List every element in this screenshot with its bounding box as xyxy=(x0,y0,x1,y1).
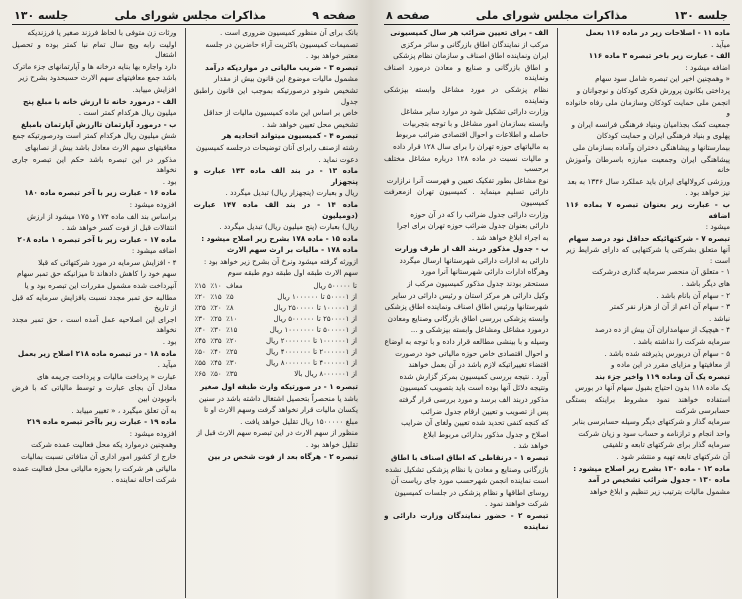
text-line: افزوده میشود : xyxy=(129,199,177,209)
table-cell: ٪۳۰ xyxy=(226,359,238,368)
text-line: افزوده میشود : xyxy=(129,428,177,438)
table-cell: از ۲۰۰۰۰۰۰۱ تا ۴۰۰۰۰۰۰۰ ریال xyxy=(265,348,357,357)
text-line: میآید . xyxy=(157,360,177,370)
text-line: براساس بند الف ماده ۱۷۴ و ۱۷۵ میشود از ارزش xyxy=(26,211,177,221)
table-cell: ٪۵۰ xyxy=(210,370,222,379)
table-cell: ٪۸ xyxy=(226,304,234,313)
table-cell: از ۲۵۰۰۰۰۱ تا ۵۰۰۰۰۰۰ ریال xyxy=(273,315,357,324)
table-cell: ٪۲۰ xyxy=(226,337,238,346)
text-line: سرمایه گذار برای شرکتهای تابعه و تلفیقی xyxy=(602,440,730,450)
column-left xyxy=(384,28,549,598)
table-cell: ٪۴۰ xyxy=(194,326,206,335)
text-line: ب - درمورد آپارتمان تاارزش آپارتمان بامبلغ xyxy=(20,119,177,129)
text-line: وهمچنین درموارد یکه محل فعالیت عمده شرکت xyxy=(31,440,177,450)
text-line: اضافه میشود : xyxy=(685,62,730,72)
column-left xyxy=(12,28,177,598)
text-line: سرمایه شرکت را نداشته باشد . xyxy=(633,337,730,347)
text-line: مذکور در این تبصره باشد حکم این تبصره جاری نخواهد xyxy=(12,154,177,175)
column-divider xyxy=(557,28,558,598)
text-line: ونتیجه دلائل آنها بوده است باید بتصویب کمیسیون xyxy=(399,383,549,393)
table-row xyxy=(194,336,359,347)
text-line: ب - جدول مذکور دربند الف از طرف وزارت xyxy=(394,244,549,254)
text-line: ماده ۱۱ - اصلاحات زیر در ماده ۱۱۶ بعمل xyxy=(585,28,730,37)
text-line: پس از تصویب و تعیین ارقام جدول ضرائب xyxy=(420,406,549,416)
text-line: بود . xyxy=(162,176,177,186)
text-line: مبلغ ۱۵۰۰۰۰۰ ریال تقلیل خواهد یافت . xyxy=(240,416,358,426)
text-line: به آن تعلق میگیرد ، « تغییر مییابد . xyxy=(71,405,177,415)
table-cell: ٪۲۰ xyxy=(194,293,206,302)
text-line: الف - درمورد خانه تا ارزش خانه با مبلغ پنج xyxy=(22,96,177,106)
table-row xyxy=(194,347,359,358)
text-line: عبارت « پرداخت مالیات و پرداخت جریمه های xyxy=(36,371,177,381)
text-line: وزارت دارائی تشکیل شود در موارد سایر مشاغل xyxy=(400,107,549,117)
text-line: مطالبه حق تمبر مجدد نسبت بافزایش سرمایه که قبل از تاریخ xyxy=(12,292,177,313)
text-line: واحد انجام و ترازنامه و حساب سود و زیان شرکت xyxy=(578,428,730,438)
table-cell: ٪۲۵ xyxy=(194,304,206,313)
table-cell: ٪۱۵ xyxy=(194,282,206,291)
page-header xyxy=(384,6,730,25)
text-line: تبصره ۱ - درنقاطی که اطاق اصناف با اطاق xyxy=(390,452,549,462)
table-cell: ٪۴۰ xyxy=(210,348,222,357)
text-line: ایران ونماینده اطاق اصناف و سازمان نظام پزشکی xyxy=(393,51,549,61)
text-line: ماده ۱۳۰ - جدول ضرائب تشخیص در آمد xyxy=(588,475,730,485)
table-cell: ٪۳۵ xyxy=(210,337,222,346)
text-line: مالیاتی هر شرکت را بحوزه مالیاتی محل فعالیت عمده xyxy=(12,463,177,473)
text-line: مذکور دربند الف برسد و مورد بررسی قرار گرفته xyxy=(398,395,549,404)
text-line: معادل آن بجای عبارت و توسط مالیاتی که با فرض بانوبودن ابین xyxy=(12,383,177,403)
table-cell: ٪۵ xyxy=(226,293,234,302)
text-line: اجرای این اصلاحیه عمل آمده است ، حق تمبر مجدد نخواهد xyxy=(12,314,177,335)
table-cell: از ۵۰۰۰۰۱ تا ۱۰۰۰۰۰۰ ریال xyxy=(277,293,357,302)
text-line: پهلوی و بنیاد فرهنگی ایران و حمایت کودکان xyxy=(596,131,730,141)
text-line: نیز خواهد بود . xyxy=(685,188,730,198)
table-cell: ٪۱۵ xyxy=(226,326,238,335)
text-line: الف - عبارت زیر باخر تبصره ۳ ماده ۱۱۶ xyxy=(588,51,730,61)
text-line: روسای اطاقها و نظام پزشکی در جلسات کمیسیون xyxy=(394,487,549,497)
text-line: تبصره ۲ - حضور نمایندگان وزارت دارائی و نماینده xyxy=(384,510,549,531)
table-cell: ٪۲۰ xyxy=(210,304,222,313)
text-line: تقلیل خواهد بود . xyxy=(305,440,358,450)
text-line: مرکب از نمایندگان اطاق بازرگانی و سائر مرکزی xyxy=(400,39,549,49)
table-row xyxy=(194,303,359,314)
text-line: که کنجه کنفی تحدید شده تعیین ولغای آن ضرایب xyxy=(401,418,549,428)
text-line: آنپرداخت شده مشمول مقررات این تبصره بود و یا xyxy=(24,281,177,291)
text-line: ماده ۱۸ - در تبصره ماده ۲۱۸ اصلاح زیر بعمل xyxy=(17,348,177,358)
text-line: نباشد . xyxy=(708,313,730,323)
table-cell: ٪۵۵ xyxy=(194,359,206,368)
table-cell: ٪۳۵ xyxy=(226,370,238,379)
text-line: به اجراء ابلاغ خواهد شد . xyxy=(471,232,549,242)
text-line: دارائی تسلیم مینماید . کمیسیون تهران ازمعرفت کمیسیون xyxy=(384,187,549,207)
text-line: باشد جمع معافیتهای سهم الارث حسبحدود بشرح زیر xyxy=(18,73,177,83)
text-line: سهم الارث طبقه اول طبقه دوم طبقه سوم xyxy=(227,268,358,278)
table-row xyxy=(194,281,359,292)
text-line: های دیگر باشد . xyxy=(681,279,730,289)
inheritance-tax-table xyxy=(194,281,359,380)
text-line: وسیله و با بینشی مطالعه قرار داده و با توجه به اوضاع xyxy=(384,337,549,347)
page-header xyxy=(12,6,358,25)
text-line: تبصره ۷ - شرکتهائیکه حداقل نود درصد سهام xyxy=(568,233,730,243)
text-line: انجمن ملی حمایت کودکان وسازمان ملی رفاه خانواده و xyxy=(565,97,730,118)
table-cell: ٪۳۰ xyxy=(194,315,206,324)
header-session: جلسه ۱۳۰ xyxy=(673,8,728,22)
text-line: نوع مشاغل بطور تفکیک تعیین و فهرست آنرا نرازارت xyxy=(386,175,549,185)
text-line: خواهد شد . xyxy=(513,441,549,451)
text-line: تصمیمات کمیسیون باکثریت آراء حاضرین در جلسه xyxy=(205,39,358,49)
text-line: یکسان مالیات قرار نخواهد گرفت وسهم الارث او تا xyxy=(203,405,358,415)
table-cell: ٪۴۵ xyxy=(210,359,222,368)
text-line: تبصره یک آن وماده ۱۱۹ واخیر جزء بند xyxy=(595,371,730,381)
column-right xyxy=(566,28,731,598)
text-line: بازرگانی وصنایع و معادن یا نظام پزشکی تشکیل نشده xyxy=(385,464,549,474)
text-line: اقتضاء تغییراتیکه لازم باشد در آن بعمل خواهند xyxy=(408,360,549,370)
text-line: ریال و بعبارت (پنجهزار ریال) تبدیل میگردد . xyxy=(225,188,358,198)
column-divider xyxy=(185,28,186,598)
text-line: ۵ - سهام آن دربورس پذیرفته شده باشد . xyxy=(604,348,730,358)
table-row xyxy=(194,292,359,303)
text-line: مستحقر بودند جدول مذکور کمیسیون مرکب از xyxy=(407,279,549,289)
text-line: از معافیتها و مزایای مقرر در این ماده و xyxy=(611,360,730,370)
text-line: میلیون ریال هرکدام کمتر است . xyxy=(78,108,177,118)
text-line: ماده ۱۲ - ماده ۱۳۰ بشرح زیر اصلاح میشود : xyxy=(573,463,730,473)
text-line: دارائی به ادارات دارائی شهرستانها ارسال میگردد xyxy=(399,255,549,265)
text-line: ریال) بعبارت (پنج میلیون ریال) تبدیل میگردد . xyxy=(219,222,358,232)
header-page-number: صفحه ۹ xyxy=(312,8,356,22)
text-line: سهم خود را کاهش دادهاند تا میزانیکه حق تمبر سهام xyxy=(17,269,177,279)
table-cell: ٪۳۰ xyxy=(210,326,222,335)
text-line: ۳ - سهام آن اعم از آن از هزار نفر کمتر xyxy=(609,302,730,312)
text-line: خارج از کشور امور اداری آن منافاتی نسبت بمالیات xyxy=(20,451,177,461)
table-row xyxy=(194,369,359,380)
text-line: بیمارستانها و پیشاهنگی دختران وآماده بسازمان ملی xyxy=(572,142,730,152)
text-line: پرداختی بکانون پرورش فکری کودکان و نوجوانان و xyxy=(576,85,730,95)
text-line: ۱ - متعلق آن منحصر سرمایه گذاری درشرکت xyxy=(592,267,730,277)
text-line: یک ماده ۱۱۸ بدون احتیاج بقبول سهام آنها در بورس xyxy=(575,383,730,393)
text-line: استفاده خواهند نمود مشروط براینکه بستگی حسابرسی شرکت xyxy=(565,395,730,415)
text-line: ازورثه گرفته میشود ونرخ آن بشرح زیر خواهد بود : xyxy=(203,256,358,266)
table-cell: معاف xyxy=(226,282,243,291)
table-cell: ٪۵۰ xyxy=(194,348,206,357)
text-line: ماده ۱۷۸ - مالیات بر ارث سهم الارث xyxy=(226,245,358,255)
text-line: منظور از سهم الارث در این تبصره سهم الارث قبل از xyxy=(196,428,358,438)
text-line: ب - عبارت زیر بعنوان تبصره ۷ بماده ۱۱۶ اضافه xyxy=(565,199,730,220)
table-row xyxy=(194,325,359,336)
header-title: مذاکرات مجلس شورای ملی xyxy=(114,8,267,22)
text-line: وابسته پزشکی بررسی اطاق بازرگانی وصنایع ومعادن xyxy=(387,313,549,323)
text-line: باشد یا منحصراً بتحصیل اشتغال داشته باشد در سنین xyxy=(198,393,358,403)
table-cell: از ۴۰۰۰۰۰۰۱ تا ۸۰۰۰۰۰۰۰ ریال xyxy=(265,359,357,368)
text-line: خاص بر اساس این ماده کمیسیون مالیات از حداقل xyxy=(203,108,358,118)
text-line: تبصره ۱ - در صورتیکه وارث طبقه اول صغیر xyxy=(200,382,358,392)
text-line: است نماینده انجمن شهرحسب مورد جای ریاست آن xyxy=(391,476,549,486)
table-row xyxy=(194,358,359,369)
text-line: دارد واجاره بها بنایه درخانه ها و آپارتمانهای جزء ماترک xyxy=(12,61,177,71)
table-cell: تا ۵۰۰۰۰۰ ریال xyxy=(313,282,357,291)
text-line: ۴ - هیچیک از سهامداران آن بیش از ده درصد xyxy=(594,325,730,335)
text-line: دارائی بعنوان جدول ضرائب حوزه تهران برای اجرا xyxy=(396,221,549,231)
column-right xyxy=(194,28,359,598)
text-line: شرکت خواهند نمود . xyxy=(484,499,549,509)
table-cell: ٪۱۵ xyxy=(210,293,222,302)
text-line: افزایش مییابد. xyxy=(132,84,177,94)
text-line: وکیل دارائی هر مرکز استان و رئیس دارائی در سایر xyxy=(392,290,549,300)
text-line: مشمول مالیات موضوع این قانون بیش از مقدار xyxy=(213,74,358,84)
text-line: وزارت دارائی جدول ضرائب را که در آن حوزه xyxy=(410,209,549,219)
text-line: سرمایه گذار و شرکتهای دیگر وسیله حسابرسی بنابر xyxy=(572,417,730,427)
table-row xyxy=(194,314,359,325)
text-line: انتقالات قبل از فوت کسر خواهد شد . xyxy=(61,223,177,233)
header-session: جلسه ۱۳۰ xyxy=(14,8,69,22)
text-line: ماده ۱۷ - عبارت زیر با آخر تبصره ۱ ماده ۲۰۸ xyxy=(17,234,177,244)
text-line: آن شرکتهای تابعه تهیه و منتشر شود . xyxy=(616,451,730,461)
page-9 xyxy=(4,0,366,599)
text-line: و احوال اقتصادی خاص حوزه مالیاتی خود درصورت xyxy=(395,348,549,358)
table-cell: از ۱۰۰۰۰۰۱ تا ۲۵۰۰۰۰۰ ریال xyxy=(273,304,357,313)
text-line: معافیتهای سهم الارث معادل باشد بیش از نصابهای xyxy=(25,142,177,152)
text-line: آنها متعلق بشرکتی یا شرکتهایی که دارای شرایط زیر است : xyxy=(565,245,730,265)
text-line: ورزشی کرولالهای ایران باید عملکرد سال ۱۳۴۶ به بعد xyxy=(567,176,730,186)
header-title: مذاکرات مجلس شورای ملی xyxy=(475,8,628,22)
text-line: تشخیص شودو درصورتیکه بموجب این قانون راطبق جدول xyxy=(193,85,358,106)
table-cell: از ۸۰۰۰۰۰۰۱ ریال بالا xyxy=(294,370,357,379)
text-line: و مالیات نسبت در ماده ۱۲۸ درباره مشاغل مختلف برحسب xyxy=(384,153,549,174)
header-page-number: صفحه ۸ xyxy=(386,8,430,22)
table-cell: ٪۱۰ xyxy=(210,282,222,291)
table-cell: ٪۱۰ xyxy=(226,315,238,324)
text-line: ۲ - سهام آن بانام باشد . xyxy=(656,290,730,300)
text-line: و اطاق بازرگانی و صنایع و معادن درمورد اصناف ونماینده xyxy=(384,62,549,83)
text-line: ماده ۱۶ - عبارت زیر با آخر تبصره ماده ۱۸۰ xyxy=(24,188,177,198)
text-line: پیشاهنگی ایران وجمعیت مبارزه باسرطان وآموزش خانه xyxy=(565,154,730,175)
text-line: شش میلیون ریال هرکدام کمتر است ودرصورتیکه جمع xyxy=(12,131,177,141)
table-cell: از ۵۰۰۰۰۰۱ تا ۱۰۰۰۰۰۰۰ ریال xyxy=(269,326,357,335)
text-line: ماده ۱۴ - در بند الف ماده ۱۴۷ عبارت (دومیلیون xyxy=(193,199,358,220)
page-8 xyxy=(376,0,738,599)
text-line: تبصره ۲ - هرگاه بعد از فوت شخص در بین xyxy=(207,451,358,461)
table-cell: ٪۴۵ xyxy=(194,337,206,346)
text-line: تبصره ۳ - ضریب مالیاتی در مواردیکه درآمد xyxy=(204,62,358,72)
text-line: وابسته بسازمان امور مشاغل و با توجه بتجربیات xyxy=(402,118,549,128)
text-line: دعوت نماید . xyxy=(318,154,358,164)
text-line: رشته ازصنف رابرای آنان توضیحات درجلسه کمیسیون xyxy=(195,142,358,152)
text-line: آورد . نتیجه بررسی کمیسیون بمرکز گزارش شده xyxy=(399,371,549,381)
text-line: معتبر خواهد بود . xyxy=(305,51,358,61)
text-line: میآید . xyxy=(711,39,730,49)
text-line: ماده ۱۳ - در بند الف ماده ۱۴۳ عبارت و پنجهزار xyxy=(193,166,358,186)
text-line: ۴ - افزایش سرمایه در مورد شرکتهائی که قبلا xyxy=(38,257,177,267)
table-cell: از ۱۰۰۰۰۰۰۱ تا ۲۰۰۰۰۰۰۰ ریال xyxy=(265,337,357,346)
text-line: میشود : xyxy=(705,222,730,232)
text-line: ماده ۱۹ - عبارت زیر باآخر تبصره ماده ۲۱۹ xyxy=(26,417,177,427)
table-cell: ٪۲۵ xyxy=(226,348,238,357)
text-line: شرکت احاله نماینده . xyxy=(111,475,177,485)
text-line: بانک برای آن منظور کمیسیون ضروری است . xyxy=(220,28,358,37)
text-line: ورثات زن متوفی با لحاظ فرزند صغیر یا فرزندیکه xyxy=(27,28,177,37)
text-line: اضافه میشود : xyxy=(131,246,177,256)
text-line: الف - برای تعیین ضرائب هر سال کمیسیونی xyxy=(390,28,549,37)
table-cell: ٪۶۵ xyxy=(194,370,206,379)
text-line: اصلاح و جدول مذکور بدارائی مربوط ابلاغ xyxy=(423,429,549,439)
text-line: بود . xyxy=(162,337,177,347)
table-cell: ٪۲۵ xyxy=(210,315,222,324)
text-line: « وهمچنین اخیر این تبصره شامل سود سهام xyxy=(595,74,730,84)
text-line: مشمول مالیات بترتیب زیر تنظیم و ابلاغ خواهد xyxy=(589,486,730,496)
text-line: وهرگاه ادارات دارائی شهرستانها آنرا مورد xyxy=(421,267,549,277)
text-line: ماده ۱۵ - ماده ۱۷۸ بشرح زیر اصلاح میشود : xyxy=(201,233,358,243)
text-line: شهرستانها ورئیس اطاق اصناف ونماینده اطاق پزشکی xyxy=(384,302,549,312)
text-line: درمورد مشاغل ومشاغل وابسته بپزشکی و ... xyxy=(410,325,549,335)
text-line: به مالیاتهای حوزه تهران را برای سال ۱۲۸ قرار داده xyxy=(392,141,549,151)
text-line: تبصره ۴ - کمیسیون میتواند اتحادیه هر xyxy=(221,131,358,141)
text-line: اولیت رابه ویچ سال تمام نبا کمتر بوده و تحصیل اشتغال xyxy=(12,39,177,60)
text-line: نظام پزشکی در مورد مشاغل وابسته بپزشکی ونماینده xyxy=(384,84,549,105)
text-line: تشخیص محل تعیین خواهد شد . xyxy=(262,119,358,129)
text-line: جمعیت کمک بجذامیان وبنیاد فرهنگی فرانسه ایران و xyxy=(571,119,730,129)
text-line: حاصله و اطلاعات و احوال اقتصادی ضرائب مربوط xyxy=(395,130,549,140)
